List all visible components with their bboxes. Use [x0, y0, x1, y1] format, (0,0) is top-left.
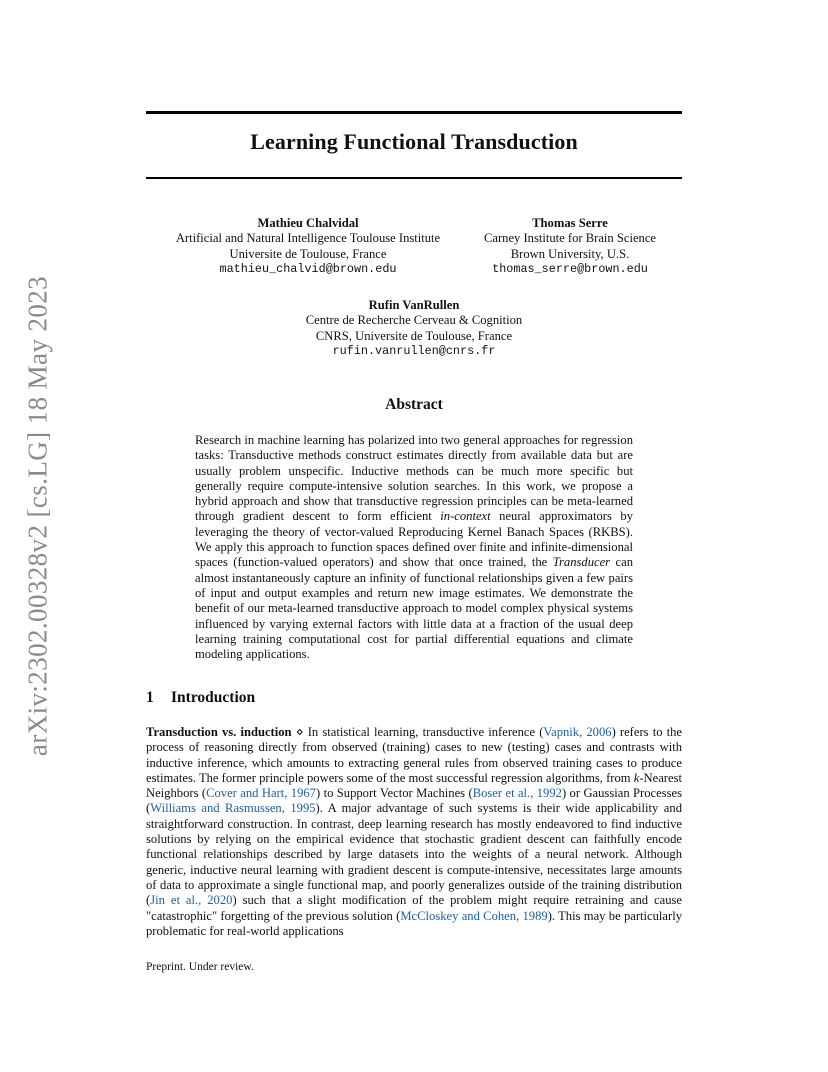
intro-text: ) such that a slight modification of the problem might require retraining and cause "catastrophic" forgetting of the previous solution ( — [146, 893, 682, 923]
page-footer: Preprint. Under review. — [146, 961, 254, 973]
abstract-body — [195, 433, 633, 662]
author-name: Mathieu Chalvidal — [257, 216, 359, 230]
abstract-emphasis: Transducer — [552, 555, 611, 570]
section-heading — [146, 689, 255, 707]
intro-text: In statistical learning, transductive inference ( — [307, 725, 544, 739]
abstract-text: neural approximators by leveraging the theory of vector-valued Reproducing Kernel Banach Spaces (RKBS). We apply this approach to function spaces defined over finite and infinite-dimensional spaces (function-valued operators) and show that once trained, the — [195, 509, 633, 570]
citation-link-williams-rasmussen[interactable]: Williams and Rasmussen, 1995 — [150, 801, 316, 816]
title-top-rule — [146, 111, 682, 114]
intro-text: ). This may be particularly problematic for real-world applications — [146, 908, 682, 938]
intro-text: -Nearest Neighbors ( — [146, 770, 682, 801]
math-variable-k: k — [633, 770, 640, 785]
author-affiliation: Artificial and Natural Intelligence Toulouse Institute — [175, 231, 441, 246]
author-name: Thomas Serre — [532, 216, 608, 230]
citation-link-cover-hart[interactable]: Cover and Hart, 1967 — [206, 786, 316, 801]
author-name: Rufin VanRullen — [368, 298, 460, 312]
author-affiliation: Brown University, U.S. — [510, 246, 630, 261]
citation-link-vapnik[interactable]: Vapnik, 2006 — [543, 725, 612, 739]
author-email: rufin.vanrullen@cnrs.fr — [332, 343, 496, 358]
author-email: mathieu_chalvid@brown.edu — [219, 261, 397, 276]
intro-text: ). A major advantage of such systems is their wide applicability and straightforward construction. In contrast, deep learning research has mostly endeavored to find inductive solutions by relying on the empirical evidence that stochastic gradient descent can faithfully encode functional relationships described by large datasets into the weights of a neural network. Although generic, inductive neural learning with gradient descent is compute-intensive, necessitates large amounts of data to approximate a single functional map, and poorly generalizes outside of the training distribution ( — [146, 801, 682, 908]
intro-text: ) or Gaussian Processes ( — [146, 786, 682, 816]
citation-link-boser[interactable]: Boser et al., 1992 — [472, 786, 562, 801]
paper-title: Learning Functional Transduction — [250, 129, 578, 154]
abstract-heading: Abstract — [385, 396, 443, 413]
intro-paragraph — [146, 725, 682, 939]
arxiv-stamp-text: arXiv:2302.00328v2 [cs.LG] 18 May 2023 — [22, 275, 53, 757]
author-affiliation: Centre de Recherche Cerveau & Cognition — [305, 313, 523, 328]
intro-text: ) to Support Vector Machines ( — [315, 786, 473, 801]
abstract-emphasis: in-context — [440, 509, 491, 524]
abstract-text: Research in machine learning has polarized into two general approaches for regression tasks: Transductive methods construct estimates directly from available data but are usually problem unspecific. Inductive methods can be much more specific but generally require compute-intensive solution searches. In this work, we propose a hybrid approach and show that transductive regression principles can be meta-learned through gradient descent to form efficient — [195, 433, 633, 524]
author-affiliation: Carney Institute for Brain Science — [483, 231, 657, 246]
author-email: thomas_serre@brown.edu — [492, 261, 648, 276]
author-block-chalvidal — [160, 216, 456, 277]
citation-link-mccloskey-cohen[interactable]: McCloskey and Cohen, 1989 — [400, 908, 548, 923]
section-title: Introduction — [171, 689, 256, 706]
author-affiliation: CNRS, Universite de Toulouse, France — [315, 328, 513, 343]
intro-text: ) refers to the process of reasoning directly from observed (training) cases to new (testing) cases and contrasts with inductive inference, which amounts to extracting general rules from observed training cases to produce estimates. The former principle powers some of the most successful regression algorithms, from — [146, 725, 683, 785]
abstract-text: can almost instantaneously capture an infinity of functional relationships given a few pairs of input and output examples and return new image estimates. We demonstrate the benefit of our meta-learned transductive approach to model complex physical systems influenced by varying external factors with little data at a fraction of the usual deep learning training computational cost for partial differential equations and climate modeling applications. — [195, 555, 633, 662]
section-number: 1 — [146, 689, 154, 706]
citation-link-jin[interactable]: Jin et al., 2020 — [150, 893, 233, 908]
title-bottom-rule — [146, 177, 682, 179]
author-block-vanrullen — [264, 298, 564, 359]
author-block-serre — [468, 216, 672, 277]
author-affiliation: Universite de Toulouse, France — [229, 246, 387, 261]
diamond-separator: ⋄ — [291, 725, 308, 739]
paragraph-runin-heading: Transduction vs. induction — [146, 725, 292, 739]
